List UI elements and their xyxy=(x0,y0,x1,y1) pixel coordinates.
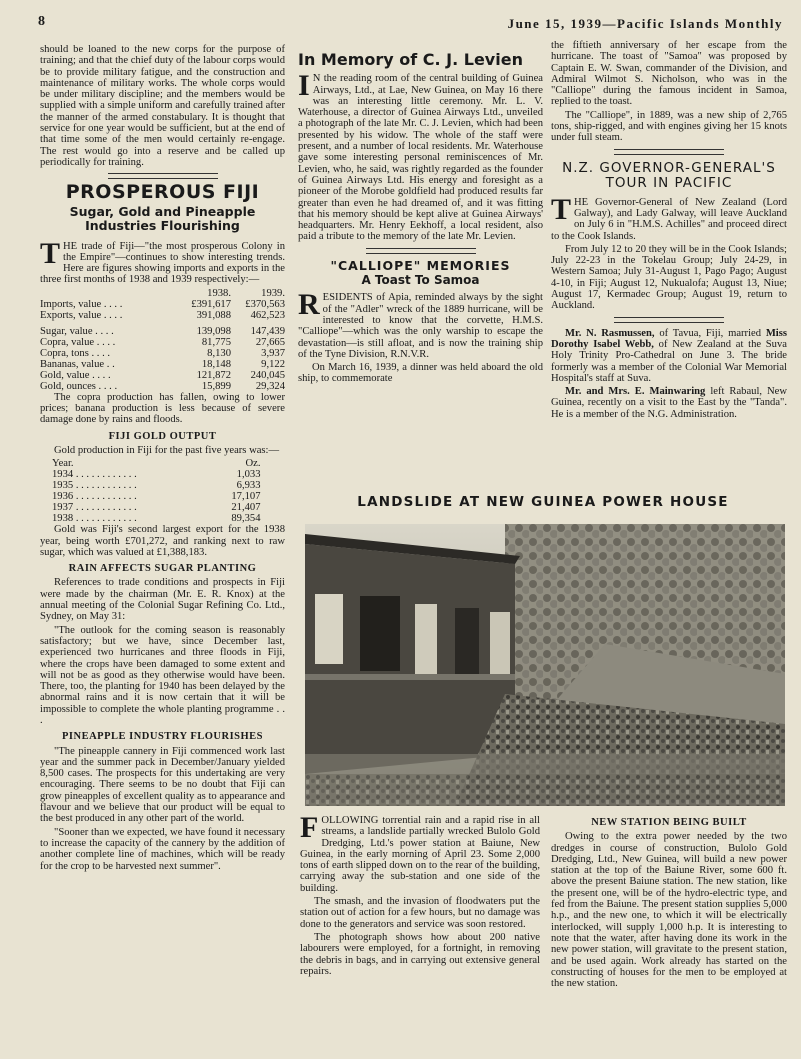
table-row: Imports, value . . . . £391,617 £370,563 xyxy=(40,298,285,310)
drop-cap: F xyxy=(300,811,319,844)
table-row: Copra, tons . . . . 8,130 3,937 xyxy=(40,347,285,359)
landslide-text-2: The smash, and the invasion of floodwaters put the station out of action for a few hours, but no damage was done to the generators and service was soon restored. xyxy=(300,896,540,930)
governor-text: THE Governor-General of New Zealand (Lord Galway), and Lady Galway, will leave Auckland on July 6 in "H.M.S. Achilles" and proceed direct to the Cook Islands. xyxy=(551,192,787,242)
copra-note: The copra production has fallen, owing to lower prices; banana production is less because of severe damage done by rains and floods. xyxy=(40,391,285,426)
calliope-dinner: On March 16, 1939, a dinner was held aboard the old ship, to commemorate xyxy=(298,362,543,385)
pineapple-text-1: "The pineapple cannery in Fiji commenced work last year and the summer pack in December/January yielded 8,500 cases. The prospects for this undertaking are very encouraging. There seems to be no doubt that Fiji can grow pineapples of excellent quality as to appearance and flavour and we believe that our product will be equal to the best produced in any other part of the world. xyxy=(40,745,285,825)
pineapple-text-2: "Sooner than we expected, we have found it necessary to increase the capacity of the cannery by the addition of another complete line of machines, which will be ready for the crop to be harvested next summer". xyxy=(40,826,285,872)
landslide-photo xyxy=(305,524,785,806)
governor-itinerary: From July 12 to 20 they will be in the Cook Islands; July 22-23 in the Tokelau Group; July 24-29, in Western Samoa; July 31-August 1, Pago Pago; August 4-10, in Fiji; August 12, Nukualofa; August 13, Niue; August 17, Kermadec Group; August 19, return to Auckland. xyxy=(551,243,787,312)
fiji-headline: PROSPEROUS FIJI xyxy=(65,181,260,204)
landslide-column xyxy=(300,811,540,979)
table-row: 1934 . . . . . . . . . . . . 1,033 xyxy=(52,469,261,481)
calliope-subheadline: A Toast To Samoa xyxy=(361,273,480,288)
column-right xyxy=(551,40,787,422)
table-row: Sugar, value . . . . 139,098 147,439 xyxy=(40,325,285,337)
drop-cap: T xyxy=(551,192,572,226)
page-number: 8 xyxy=(38,14,45,29)
fiji-subheadline: Sugar, Gold and Pineapple Industries Flourishing xyxy=(69,203,256,233)
labour-corps-text: should be loaned to the new corps for the purpose of training; and that the chief duty of the labour corps would be to provide military fatigue, and the construction and maintenance of military works. The whole corps would be under military discipline; and the members would be supplied with a simple uniform and carefully trained after the manner of the armed constabulary. It is thought that service for one year would be sufficient, but at the end of that time some of the men would certainly re-engage. The rest would go into a reserve and be called up periodically for training. xyxy=(40,44,285,168)
table-row: Exports, value . . . . 391,088 462,523 xyxy=(40,309,285,321)
table-row: Copra, value . . . . 81,775 27,665 xyxy=(40,336,285,348)
landslide-headline: LANDSLIDE AT NEW GUINEA POWER HOUSE xyxy=(357,494,729,510)
governor-headline: N.Z. GOVERNOR-GENERAL'S TOUR IN PACIFIC xyxy=(562,159,776,191)
gold-table: Year. Oz. 1934 . . . . . . . . . . . . 1,033 1935 . . . . . . . . . . . . 6,933 1936 . . . . . . . . . . . . 17,107 1937 . . . . . . . . . . . . 21,407 1938 . . . . . . . . . . . . 89,354 xyxy=(40,458,261,524)
table-row: 1938 . . . . . . . . . . . . 89,354 xyxy=(52,513,261,525)
levien-text: I N the reading room of the central building of Guinea Airways, Ltd., at Lae, New Guinea, on May 16 there was an interesting little ceremony. Mr. L. V. Waterhouse, a director of Guinea Airways Ltd., unveiled a photograph of the late Mr. C. J. Levien, which had been presented by his widow. The whole of the staff were present, and a number of local residents. Mr. Waterhouse gave some interesting personal reminiscences of Mr. Levien, who, he said, was rightly regarded as the founder of Guinea Airways Ltd. His energy and foresight as a pioneer of the Morobe goldfield had produced results far greater than even he had dreamed of, and it was fitting that his memory should be kept alive at Guinea Airways' headquarters. Mr. Henry Eekhoff, a local resident, also paid a tribute to the memory of the late Mr. Levien. xyxy=(298,69,543,243)
column-left xyxy=(40,44,285,874)
rasmussen-notice: Mr. N. Rasmussen, of Tavua, Fiji, married Miss Dorothy Isabel Webb, of New Zealand at the Suva Holy Trinity Pro-Cathedral on June 3. The bride formerly was a member of the Colonial War Memorial Hospital's staff at Suva. xyxy=(551,327,787,384)
station-text: Owing to the extra power needed by the two dredges in course of construction, Bulolo Gold Dredging, Ltd., New Guinea, will build a new power station at the top of the Baiune River, some 600 ft. above the present Baiune station. The new station, like the present one, will be of the hydro-electric type, and fed from the Baiune. The present station supplies 5,000 h.p., and the new one, to which it will be electrically interlocked, will supply 1,000 h.p. It is interesting to note that the water, after having done its work in the new power station, will gravitate to the present station, and be used again. Work already has started on the constructing of houses for the men to be employed at the new station. xyxy=(551,831,787,990)
calliope-continued: the fiftieth anniversary of her escape from the hurricane. The toast of "Samoa" was proposed by Captain E. W. Swan, commander of the Division, and Admiral Wilmot S. Nicholson, who was in the "Calliope" during the famous incident in Samoa, replied to the toast. xyxy=(551,40,787,108)
table-row: Gold, ounces . . . . 15,899 29,324 xyxy=(40,380,285,392)
divider xyxy=(614,317,724,323)
table-row: Gold, value . . . . 121,872 240,045 xyxy=(40,369,285,381)
gold-intro: Gold production in Fiji for the past five years was:— xyxy=(54,444,280,456)
column-middle xyxy=(298,44,543,387)
station-column xyxy=(551,815,787,991)
rain-text-1: References to trade conditions and prospects in Fiji were made by the chairman (Mr. E. R. Knox) at the annual meeting of the Colonial Sugar Refining Co. Ltd., Sydney, on May 31: xyxy=(40,577,285,623)
divider xyxy=(366,248,476,254)
pineapple-heading: PINEAPPLE INDUSTRY FLOURISHES xyxy=(61,731,264,743)
divider xyxy=(614,149,724,155)
trade-table: 1938. 1939. Imports, value . . . . £391,617 £370,563 Exports, value . . . . 391,088 462,523 Sugar, value . . . . 139,098 147,439 Copra, value . . . . 81,775 27,665 Copra, tons . . . . 8,130 3,937 Bananas, value . . 18,148 9,122 Gold, value . . . . 121,872 240,045 Gold, ounces . . . . 15,899 29,324 xyxy=(40,287,285,392)
table-row: Bananas, value . . 18,148 9,122 xyxy=(40,358,285,370)
landslide-text-1: FOLLOWING torrential rain and a rapid rise in all streams, a landslide partially wrecked Bulolo Gold Dredging, Ltd.'s power station at Baiune, New Guinea, in the early morning of April 23. Some 2,000 tons of earth slipped down on to the rear of the building, carrying away the sub-station and one side of the building. xyxy=(300,811,540,894)
fiji-intro: THE trade of Fiji—"the most prosperous Colony in the Empire"—continues to show interesting trends. Here are figures showing imports and exports in the three first months of 1938 and 1939 respectively:— xyxy=(40,236,285,286)
mainwaring-notice: Mr. and Mrs. E. Mainwaring left Rabaul, New Guinea, recently on a visit to the East by the "Tanda". He is a member of the N.G. Administration. xyxy=(551,386,787,420)
running-title: June 15, 1939—Pacific Islands Monthly xyxy=(507,16,783,31)
table-row: 1935 . . . . . . . . . . . . 6,933 xyxy=(52,480,261,492)
drop-cap: R xyxy=(298,288,320,322)
gold-note: Gold was Fiji's second largest export for the 1938 year, being worth £701,272, and ranking next to raw sugar, which was valued at £1,388,183. xyxy=(40,524,285,558)
levien-headline: In Memory of C. J. Levien xyxy=(298,50,523,69)
calliope-ship: The "Calliope", in 1889, was a new ship of 2,765 tons, ship-rigged, and with engines giving her 15 knots under full steam. xyxy=(551,109,787,144)
calliope-headline: "CALLIOPE" MEMORIES xyxy=(330,257,511,273)
rain-text-2: "The outlook for the coming season is reasonably satisfactory; but we have, since December last, experienced two hurricanes and three floods in Fiji, where the crops have been damaged to some extent and will not be as good as they otherwise would have been. There, too, the planting for 1940 has been delayed by the abnormal rains and it is now certain that it will be impossible to complete the whole planting programme . . . xyxy=(40,624,285,726)
rain-heading: RAIN AFFECTS SUGAR PLANTING xyxy=(68,563,257,575)
gold-heading: FIJI GOLD OUTPUT xyxy=(108,430,217,442)
table-row: 1936 . . . . . . . . . . . . 17,107 xyxy=(52,491,261,503)
landslide-text-3: The photograph shows how about 200 native labourers were employed, for a fortnight, in removing the debris in bags, and in carrying out extensive general repairs. xyxy=(300,931,540,977)
divider xyxy=(108,173,218,179)
drop-cap: T xyxy=(40,236,61,270)
calliope-text: RESIDENTS of Apia, reminded always by the sight of the "Adler" wreck of the 1889 hurricane, will be interested to know that the corvette, H.M.S. "Calliope"—which was the only warship to escape the devastation—is still afloat, and is now the training ship of the Tyne Division, R.N.V.R. xyxy=(298,288,543,360)
table-row: 1937 . . . . . . . . . . . . 21,407 xyxy=(52,502,261,514)
drop-cap: I xyxy=(298,69,310,103)
station-heading: NEW STATION BEING BUILT xyxy=(591,817,747,828)
